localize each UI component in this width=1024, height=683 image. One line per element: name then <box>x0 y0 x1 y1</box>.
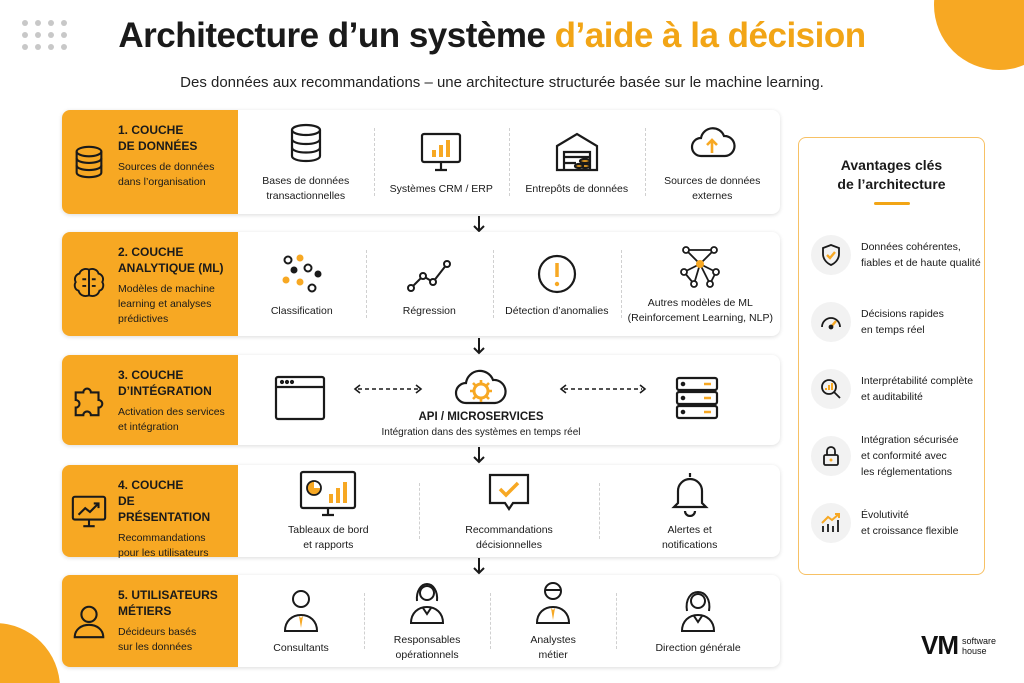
layer-analytics <box>62 232 780 336</box>
api-title: API / MICROSERVICES <box>418 411 544 423</box>
advantage-item: Intégration sécurisée et conformité avec les réglementations <box>799 422 984 489</box>
browser-window-icon <box>274 375 326 421</box>
layer-title: 3. COUCHE D’INTÉGRATION <box>118 368 212 398</box>
cloud-gear-icon <box>452 359 510 409</box>
monitor-chart-icon <box>70 492 108 530</box>
layer-header <box>62 465 238 557</box>
layer-header <box>62 232 238 336</box>
page-subtitle: Des données aux recommandations – une architecture structurée basée sur le machine learning. <box>180 74 824 91</box>
warehouse-icon <box>553 128 601 176</box>
item-dashboards: Tableaux de bord et rapports <box>238 465 419 557</box>
item-anomaly-detection: Détection d’anomalies <box>493 232 621 336</box>
speedometer-icon <box>819 310 843 334</box>
layer-description: Activation des services et intégration <box>118 406 225 433</box>
brand-logo: VM software house <box>920 630 996 660</box>
item-classification: Classification <box>238 232 366 336</box>
layer-description: Sources de données dans l’organisation <box>118 161 215 188</box>
layer-title: 5. UTILISATEURS MÉTIERS <box>118 588 218 618</box>
item-consultants: Consultants <box>238 575 364 667</box>
anomaly-icon <box>533 250 581 298</box>
item-external-sources: Sources de données externes <box>645 110 781 214</box>
title-highlight: d’aide à la décision <box>554 16 866 55</box>
database-icon <box>70 143 108 181</box>
layer-title: 4. COUCHE DE PRÉSENTATION <box>118 478 211 524</box>
item-transactional-db: Bases de données transactionnelles <box>238 110 374 214</box>
bidirectional-arrow-icon <box>352 383 424 395</box>
crm-monitor-icon <box>417 128 465 176</box>
title-underline <box>874 202 910 205</box>
item-regression: Régression <box>366 232 494 336</box>
advantage-item: Données cohérentes, fiables et de haute qualité <box>799 221 984 288</box>
item-business-analysts: Analystes métier <box>490 575 616 667</box>
layer-integration <box>62 355 780 445</box>
item-other-ml-models: Autres modèles de ML (Reinforcement Learning, NLP) <box>621 232 780 336</box>
manager-woman-icon <box>403 579 451 627</box>
layer-description: Décideurs basés sur les données <box>118 626 197 653</box>
advantages-panel <box>798 137 985 575</box>
padlock-icon <box>819 444 843 468</box>
growth-chart-icon <box>819 511 843 535</box>
brain-circuit-icon <box>70 265 108 303</box>
bidirectional-arrow-icon <box>558 383 648 395</box>
bell-icon <box>666 469 714 517</box>
item-data-warehouse: Entrepôts de données <box>509 110 645 214</box>
layer-data <box>62 110 780 214</box>
layer-header <box>62 110 238 214</box>
item-alerts-notifications: Alertes et notifications <box>599 465 780 557</box>
page-title <box>0 16 984 56</box>
arrow-down-icon <box>471 557 487 575</box>
server-icon <box>674 375 720 421</box>
advantage-item: Évolutivité et croissance flexible <box>799 489 984 556</box>
network-icon <box>676 242 724 290</box>
shield-check-icon <box>819 243 843 267</box>
item-operational-managers: Responsables opérationnels <box>364 575 490 667</box>
dashboard-icon <box>298 469 358 517</box>
executive-woman-icon <box>674 587 722 635</box>
user-icon <box>70 602 108 640</box>
advantages-title: Avantages clés de l’architecture <box>837 157 946 192</box>
layer-description: Modèles de machine learning et analyses prédictives <box>118 283 215 325</box>
item-crm-erp: Systèmes CRM / ERP <box>374 110 510 214</box>
arrow-down-icon <box>471 215 487 233</box>
api-subtitle: Intégration dans des systèmes en temps réel <box>381 427 581 438</box>
layer-title: 2. COUCHE ANALYTIQUE (ML) <box>118 245 224 275</box>
decorative-circle-bottom-left <box>0 623 60 683</box>
advantage-item: Interprétabilité complète et auditabilité <box>799 355 984 422</box>
title-main: Architecture d’un système <box>118 16 555 55</box>
arrow-down-icon <box>471 337 487 355</box>
consultant-icon <box>277 587 325 635</box>
recommendation-icon <box>485 469 533 517</box>
layer-title: 1. COUCHE DE DONNÉES <box>118 123 198 153</box>
item-general-management: Direction générale <box>616 575 780 667</box>
regression-icon <box>405 250 453 298</box>
puzzle-icon <box>70 381 108 419</box>
layer-presentation <box>62 465 780 557</box>
layer-business-users <box>62 575 780 667</box>
database-icon <box>282 120 330 168</box>
item-decision-recommendations: Recommandations décisionnelles <box>419 465 600 557</box>
arrow-down-icon <box>471 446 487 464</box>
layer-header <box>62 355 238 445</box>
cloud-upload-icon <box>688 120 736 168</box>
magnifier-chart-icon <box>819 377 843 401</box>
layer-description: Recommandations pour les utilisateurs <box>118 532 209 559</box>
analyst-icon <box>529 579 577 627</box>
advantage-item: Décisions rapides en temps réel <box>799 288 984 355</box>
layer-header <box>62 575 238 667</box>
classification-icon <box>278 250 326 298</box>
